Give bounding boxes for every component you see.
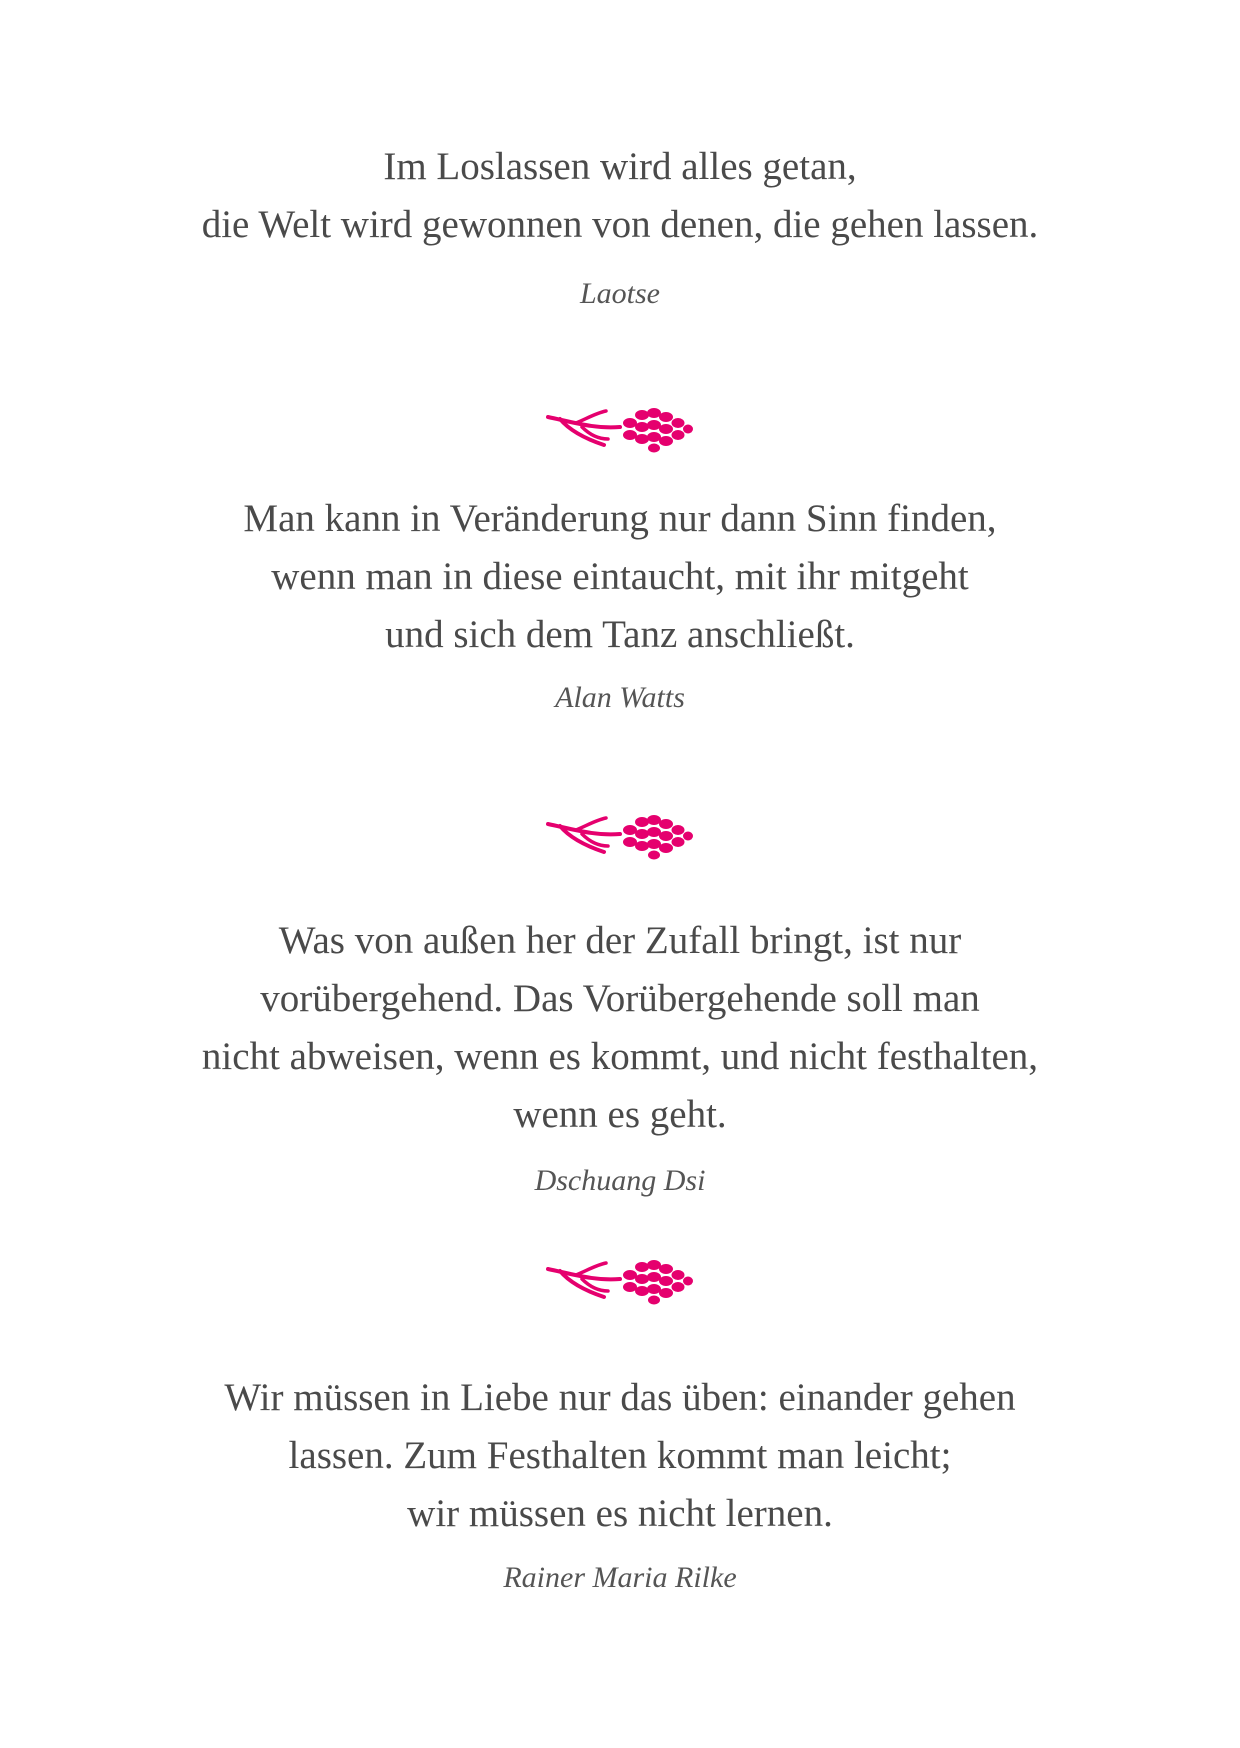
quote-line: Man kann in Veränderung nur dann Sinn finden, <box>243 497 997 540</box>
quote-line: die Welt wird gewonnen von denen, die gehen lassen. <box>201 203 1039 246</box>
quote-author: Dschuang Dsi <box>534 1164 706 1197</box>
quote-author: Laotse <box>579 277 660 310</box>
quote-line: vorübergehend. Das Vorübergehende soll man <box>260 977 980 1020</box>
quote-line: Was von außen her der Zufall bringt, ist nur <box>278 919 962 962</box>
quote-line: wir müssen es nicht lernen. <box>407 1492 833 1535</box>
lavender-sprig-icon <box>546 405 694 453</box>
lavender-sprig-icon <box>546 812 694 860</box>
quote-line: wenn es geht. <box>513 1093 727 1136</box>
lavender-sprig-icon <box>546 1257 694 1305</box>
quote-author: Alan Watts <box>555 681 685 714</box>
quote-line: lassen. Zum Festhalten kommt man leicht; <box>288 1434 952 1477</box>
quote-text-laotse <box>0 138 1240 254</box>
quote-line: Im Loslassen wird alles getan, <box>383 145 857 188</box>
quote-text-dschuang-dsi <box>0 912 1240 1144</box>
quote-text-alan-watts <box>0 490 1240 664</box>
quote-line: Wir müssen in Liebe nur das üben: einander gehen <box>224 1376 1016 1419</box>
quote-text-rilke <box>0 1369 1240 1543</box>
quote-line: wenn man in diese eintaucht, mit ihr mitgeht <box>271 555 969 598</box>
quote-author: Rainer Maria Rilke <box>503 1561 737 1594</box>
quote-line: und sich dem Tanz anschließt. <box>385 613 855 656</box>
quote-line: nicht abweisen, wenn es kommt, und nicht festhalten, <box>201 1035 1039 1078</box>
